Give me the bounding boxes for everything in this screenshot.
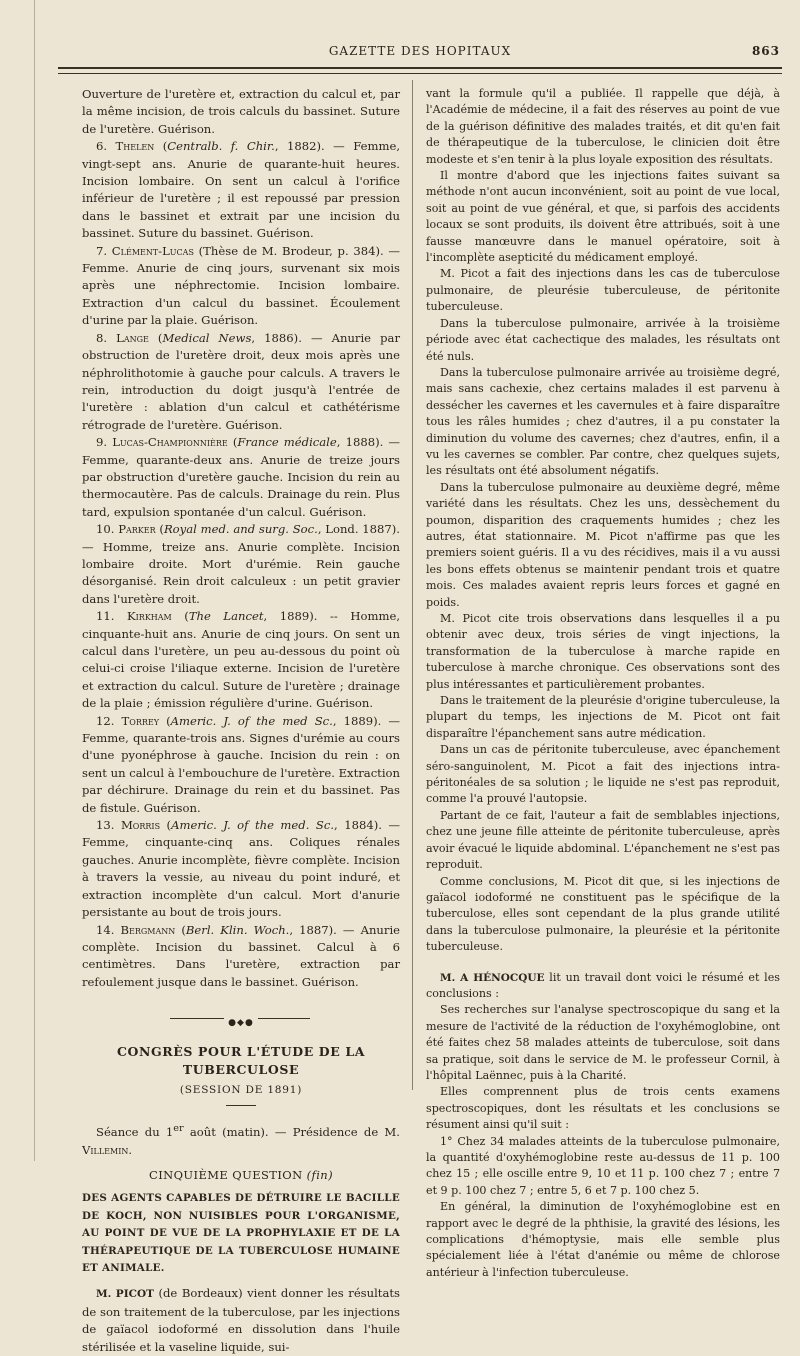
case-source: The Lancet [188, 609, 264, 624]
picot-continuation: vant la formule qu'il a publiée. Il rappelle que déjà, à l'Académie de médecine, il a fait des réserves au point de vue de la guérison définitive des malades traités, et dit qu'en fait de thérapeutique de la tuberculose, le clinicien doit être modeste et s'en tenir à la plus loyale exposition des résultats. [426, 87, 780, 166]
column-divider [412, 80, 413, 1090]
case-author: Lange [116, 330, 149, 345]
case-12: 12. Torrey (Americ. J. of the med Sc., 1889). — Femme, quarante-trois ans. Signes d'urémie au cours d'une pyonéphrose à gauche. Incision du rein : on sent un calcul à l'embouchure de l'uretère. Extraction par déchirure. Drainage du rein et du bassinet. Pas de fistule. Guérison. [82, 713, 401, 815]
agents-heading: DES AGENTS CAPABLES DE DÉTRUIRE LE BACILLE DE KOCH, NON NUISIBLES POUR L'ORGANISME, AU POINT DE VUE DE LA PROPHYLAXIE ET DE LA THÉRAPEUTIQUE DE LA TUBERCULOSE HUMAINE ET ANIMALE. [82, 1192, 400, 1275]
case-author: Bergmann [120, 922, 176, 937]
case-14: 14. Bergmann (Berl. Klin. Woch., 1887). — Anurie complète. Incision du bassinet. Calcul à 6 centimètres. Dans l'uretère, extraction par refoulement jusque dans le bassinet. Guérison. [82, 922, 401, 989]
seance-line: Séance du 1er août (matin). — Présidence de M. Villemin. [82, 1123, 400, 1157]
case-6: 6. Thelen (Centralb. f. Chir., 1882). — Femme, vingt-sept ans. Anurie de quarante-huit heures. Incision lombaire. On sent un calcul à l'orifice inférieur de l'uretère ; il est repoussé par pression dans le bassinet et extrait par une incision du bassinet. Suture du bassinet. Guérison. [82, 139, 400, 241]
running-head [60, 44, 780, 62]
paragraph: M. Picot cite trois observations dans lesquelles il a pu obtenir avec deux, trois séries de vingt injections, la transformation de la tuberculose à marche rapide en tuberculose à marche chronique. Ces observations sont des plus intéressantes et particulièrement probantes. [426, 612, 780, 691]
case-source: Americ. J. of the med. Sc. [171, 818, 335, 833]
henocque-intro: M. A HÉNOCQUE lit un travail dont voici le résumé et les conclusions : [426, 970, 780, 1000]
case-13: 13. Morris (Americ. J. of the med. Sc., 1884). — Femme, cinquante-cinq ans. Coliques rénales gauches. Anurie incomplète, fièvre complète. Incision à travers la vessie, au niveau du point induré, et extraction incomplète d'un calcul. Mort d'anurie persistante au bout de trois jours. [82, 818, 401, 920]
page-number: 863 [751, 44, 780, 58]
right-column [426, 86, 780, 1281]
case-author: Lucas-Championnière [112, 435, 228, 450]
page-edge-line [34, 0, 35, 1161]
case-source: Americ. J. of the med Sc. [170, 713, 333, 728]
paragraph: Partant de ce fait, l'auteur a fait de semblables injections, chez une jeune fille atteinte de péritonite tuberculeuse, après avoir évacué le liquide abdominal. L'épanchement ne s'est pas reproduit. [426, 808, 780, 872]
case-author: Morris [120, 818, 161, 833]
question-heading: CINQUIÈME QUESTION (fin) [149, 1168, 333, 1183]
president-name: Villemin [82, 1142, 129, 1157]
paragraph: 1° Chez 34 malades atteints de la tuberculose pulmonaire, la quantité d'oxyhémoglobine reste au-dessus de 11 p. 100 chez 15 ; elle oscille entre 9, 10 et 11 p. 100 chez 7 ; entre 7 et 9 p. 100 chez 7 ; entre 5, 6 et 7 p. 100 chez 5. [426, 1134, 780, 1197]
picot-intro: M. PICOT (de Bordeaux) vient donner les résultats de son traitement de la tuberculose, par les injections de gaïacol iodoformé en dissolution dans l'huile stérilisée et la vaseline liquide, sui- [82, 1286, 400, 1354]
case-author: Thelen [115, 139, 155, 154]
speaker-name: M. A HÉNOCQUE [440, 971, 545, 984]
paragraph: Comme conclusions, M. Picot dit que, si les injections de gaïacol iodoformé ne constituent pas le spécifique de la tuberculose, elles sont cependant de la plus grande utilité dans la tuberculose pulmonaire, la pleurésie et la péritonite tuberculeuse. [426, 874, 780, 954]
case-author: Parker [118, 522, 156, 537]
case-author: Clément-Lucas [111, 243, 194, 258]
case-source: Medical News [162, 330, 252, 345]
short-rule [226, 1105, 256, 1106]
paragraph: Elles comprennent plus de trois cents examens spectroscopiques, dont les résultats et les conclusions se résument ainsi qu'il suit : [426, 1085, 780, 1132]
journal-title: GAZETTE DES HOPITAUX [328, 44, 512, 58]
case-author: Kirkham [126, 609, 172, 624]
case-source: France médicale [237, 435, 337, 450]
session-subheading: (SESSION DE 1891) [179, 1083, 303, 1096]
case-8: 8. Lange (Medical News, 1886). — Anurie par obstruction de l'uretère droit, deux mois après une néphrolithotomie à gauche pour calculs. A travers le rein, introduction du doigt jusqu'à l'entrée de l'uretère : ablation d'un calcul et cathétérisme rétrograde de l'uretère. Guérison. [82, 330, 400, 432]
case-source: Centralb. f. Chir. [167, 139, 275, 154]
case-7: 7. Clément-Lucas (Thèse de M. Brodeur, p. 384). — Femme. Anurie de cinq jours, survenant six mois après une néphrectomie. Incision lombaire. Extraction d'un calcul du bassinet. Écoulement d'urine par la plaie. Guérison. [82, 243, 400, 328]
paragraph: Dans la tuberculose pulmonaire au deuxième degré, même variété dans les résultats. Chez les uns, dessèchement du poumon, disparition des craquements humides ; chez les autres, état stationnaire. M. Picot n'affirme pas que les premiers soient guéris. Il a vu des récidives, mais il a vu aussi les bons effets obtenus se maintenir pendant trois et quatre mois. Ces malades avaient repris leurs forces et gagné en poids. [426, 480, 780, 609]
congress-heading: CONGRÈS POUR L'ÉTUDE DE LA TUBERCULOSE [116, 1044, 366, 1077]
paragraph: Dans un cas de péritonite tuberculeuse, avec épanchement séro-sanguinolent, M. Picot a fait des injections intra-péritonéales de sa solution ; le liquide ne s'est pas reproduit, comme l'a prouvé l'autopsie. [426, 743, 780, 806]
left-column [82, 86, 400, 1356]
case-5-continuation: Ouverture de l'uretère et, extraction du calcul et, par la même incision, de trois calculs du bassinet. Suture de l'uretère. Guérison. [82, 87, 400, 136]
section-ornament: ●◆● [82, 1013, 400, 1025]
case-10: 10. Parker (Royal med. and surg. Soc., Lond. 1887). — Homme, treize ans. Anurie complète. Incision lombaire droite. Mort d'urémie. Rein gauche désorganisé. Rein droit calculeux : un petit gravier dans l'uretère droit. [82, 522, 400, 606]
paragraph: Il montre d'abord que les injections faites suivant sa méthode n'ont aucun inconvénient, soit au point de vue local, soit au point de vue général, et que, si parfois des accidents locaux se sont produits, ils doivent être attribués, soit à une fausse manœuvre dans le manuel opératoire, soit à l'incomplète asepticité du médicament employé. [426, 169, 780, 265]
case-author: Torrey [121, 713, 159, 728]
case-9: 9. Lucas-Championnière (France médicale, 1888). — Femme, quarante-deux ans. Anurie de treize jours par obstruction d'uretère gauche. Incision du rein au thermocautère. Pas de calculs. Drainage du rein. Plus tard, expulsion spontanée d'un calcul. Guérison. [82, 435, 400, 519]
case-11: 11. Kirkham (The Lancet, 1889). -- Homme, cinquante-huit ans. Anurie de cinq jours. On sent un calcul dans l'uretère, un peu au-dessous du point où celui-ci croise l'iliaque externe. Incision de l'uretère et extraction du calcul. Suture de l'uretère ; drainage de la plaie ; émission régulière d'urine. Guérison. [82, 609, 401, 711]
paragraph: Dans la tuberculose pulmonaire arrivée au troisième degré, mais sans cachexie, chez certains malades il est parvenu à dessécher les cavernes et les cavernules et à faire disparaître tous les râles humides ; chez d'autres, il a pu constater la diminution du volume des cavernes; chez d'autres, enfin, il a vu les cavernes se combler. Par contre, chez quelques sujets, les résultats ont été absolument négatifs. [426, 365, 780, 478]
paragraph: Dans la tuberculose pulmonaire, arrivée à la troisième période avec état cachectique des malades, les résultats ont été nuls. [426, 316, 780, 363]
header-rule-thin [58, 73, 782, 74]
paragraph: Dans le traitement de la pleurésie d'origine tuberculeuse, la plupart du temps, les injections de M. Picot ont fait disparaître l'épanchement sans autre médication. [426, 694, 780, 740]
paragraph: M. Picot a fait des injections dans les cas de tuberculose pulmonaire, de pleurésie tuberculeuse, de péritonite tuberculeuse. [426, 267, 780, 314]
paragraph: En général, la diminution de l'oxyhémoglobine est en rapport avec le degré de la phthisie, la gravité des lésions, les complications d'hémoptysie, mais elle semble plus spécialement liée à l'état d'anémie ou même de chlorose antérieur à l'infection tuberculeuse. [426, 1200, 780, 1279]
header-rule-thick [58, 67, 782, 69]
case-source: Berl. Klin. Woch. [185, 922, 290, 937]
case-source: Royal med. and surg. Soc. [163, 522, 318, 537]
speaker-name: M. PICOT [96, 1288, 154, 1301]
paragraph: Ses recherches sur l'analyse spectroscopique du sang et la mesure de l'activité de la réduction de l'oxyhémoglobine, ont été faites chez 58 malades atteints de tuberculose, soit dans sa pratique, soit dans le service de M. le professeur Cornil, à l'hôpital Laënnec, puis à la Charité. [426, 1003, 780, 1082]
